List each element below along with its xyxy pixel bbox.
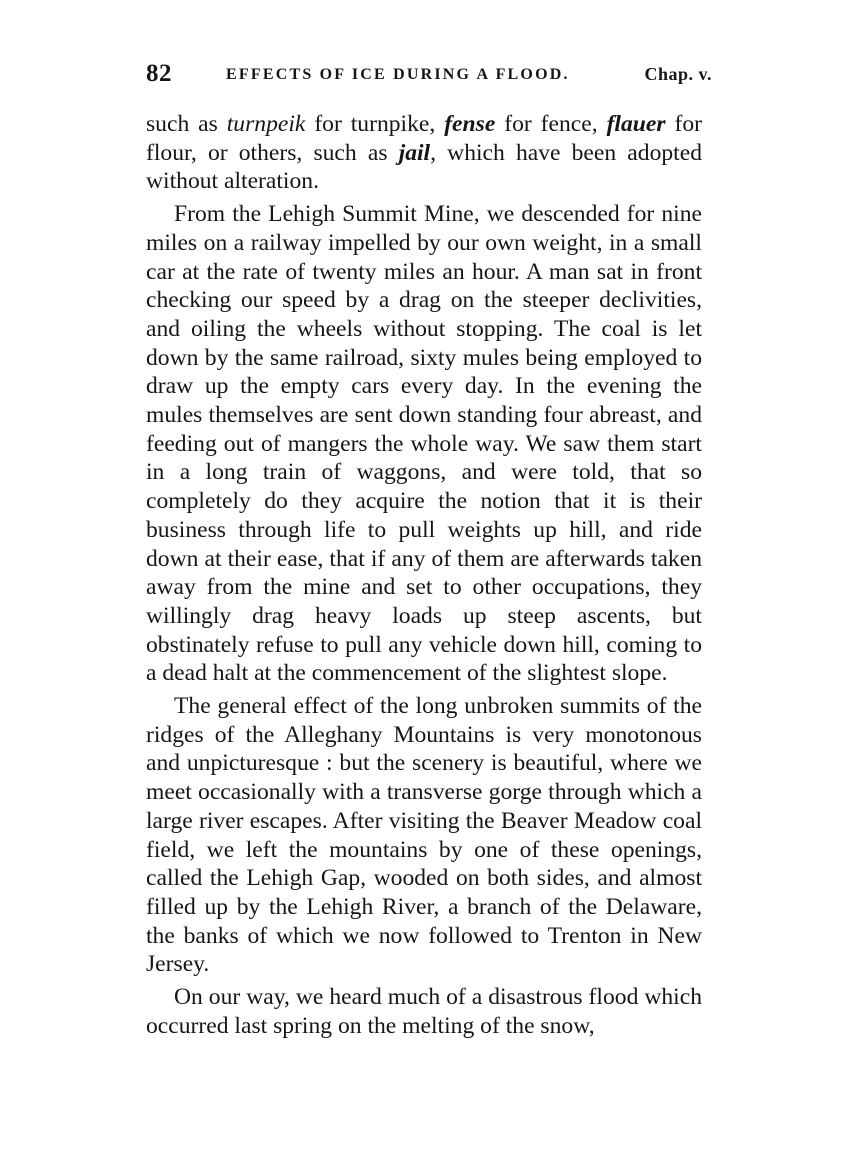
paragraph (146, 983, 702, 1040)
chapter-reference: Chap. v. (644, 64, 712, 84)
italic-word: flauer (606, 111, 666, 137)
italic-word: fense (444, 111, 496, 137)
paragraph (146, 692, 702, 979)
body-text (146, 110, 702, 1041)
text-segment: such as (146, 111, 227, 137)
italic-word: jail (398, 139, 431, 166)
text-segment: From the Lehigh Summit Mine, we descended for nine miles on a railway impelled by our own weight, in a small car at the rate of twenty miles an hour. A man sat in front checking our speed by a drag on the steeper declivities, and oiling the wheels without stopping. The coal is let down by the same railroad, sixty mules being employed to draw up the empty cars every day. In the evening the mules themselves are sent down standing four abreast, and feeding out of mangers the whole way. We saw them start in a long train of waggons, and were told, that so completely do they acquire the notion that it is their business through life to pull weights up hill, and ride down at their ease, that if any of them are afterwards taken away from the mine and set to other occupations, they willingly drag heavy loads up steep ascents, but obstinately refuse to pull any vehicle down hill, coming to a dead halt at the commencement of the slightest slope. (146, 201, 702, 687)
text-segment: for flour, or others, such as (146, 111, 702, 166)
text-segment: On our way, we heard much of a disastrous flood which occurred last spring on the melting of the snow, (146, 984, 702, 1039)
text-segment: for fence, (495, 111, 607, 137)
text-segment: The general effect of the long unbroken summits of the ridges of the Alleghany Mountains is very monotonous and unpicturesque : but the scenery is beautiful, where we meet occasionally with a transverse gorge through which a large river escapes. After visiting the Beaver Meadow coal field, we left the mountains by one of these openings, called the Lehigh Gap, wooded on both sides, and almost filled up by the Lehigh River, a branch of the Delaware, the banks of which we now followed to Trenton in New Jersey. (146, 693, 702, 978)
running-title: EFFECTS OF ICE DURING A FLOOD. (226, 66, 570, 83)
paragraph (146, 200, 702, 688)
italic-word: turnpeik (226, 111, 306, 137)
page-number: 82 (146, 60, 172, 87)
text-segment: , which have been adopted without alteration. (146, 139, 702, 195)
text-segment: for turnpike, (305, 111, 445, 137)
paragraph (146, 110, 702, 196)
page-header (146, 60, 712, 100)
